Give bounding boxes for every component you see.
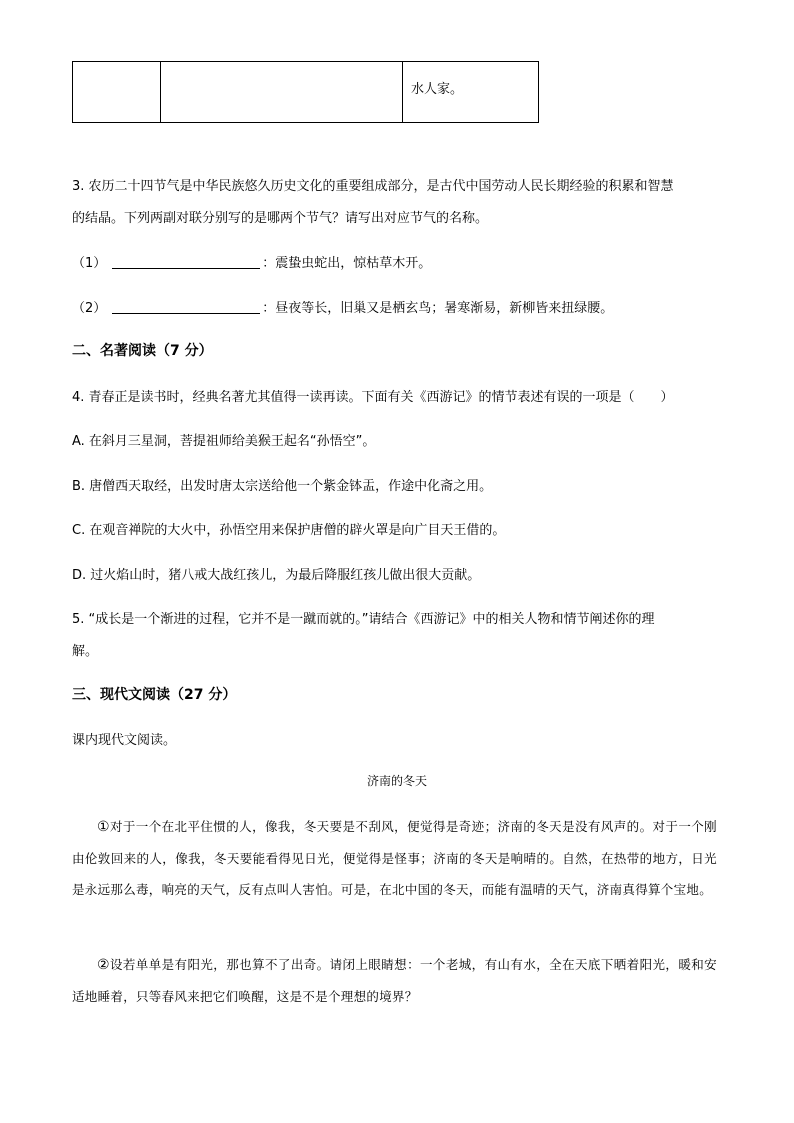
paragraph-1-number: ① xyxy=(97,819,110,835)
q5-stem-line2: 解。 xyxy=(72,644,99,659)
q4-option-c: C. 在观音禅院的大火中，孙悟空用来保护唐僧的辟火罩是向广目天王借的。 xyxy=(72,523,506,538)
q3-stem-line2: 的结晶。下列两副对联分别写的是哪两个节气？请写出对应节气的名称。 xyxy=(72,211,489,226)
q4-option-b: B. 唐僧西天取经，出发时唐太宗送给他一个紫金钵盂，作途中化斋之用。 xyxy=(72,479,493,494)
section-heading-3: 三、现代文阅读（27 分） xyxy=(72,687,237,703)
table-cell xyxy=(161,62,403,123)
table-cell-text: 水人家。 xyxy=(411,82,464,97)
q5-stem-line1: 5. “成长是一个渐进的过程，它并不是一蹴而就的。”请结合《西游记》中的相关人物和情节阐述你的理 xyxy=(72,612,655,627)
paragraph-2-text: 设若单单是有阳光，那也算不了出奇。请闭上眼睛想：一个老城，有山有水，全在天底下晒着阳光，暖和安适地睡着，只等春风来把它们唤醒，这是不是个理想的境界？ xyxy=(72,957,717,1004)
table-cell xyxy=(73,62,161,123)
answer-blank-1[interactable] xyxy=(112,254,260,269)
answer-blank-2[interactable] xyxy=(112,299,260,314)
q4-stem: 4. 青春正是读书时，经典名著尤其值得一读再读。下面有关《西游记》的情节表述有误的一项是（ ） xyxy=(72,390,674,405)
table-cell xyxy=(403,62,539,123)
q3-item-2 xyxy=(72,297,613,316)
table-row xyxy=(73,62,539,123)
paragraph-2-number: ② xyxy=(97,957,110,973)
q3-item-2-number: （2） xyxy=(72,301,107,316)
q3-item-2-text: ：昼夜等长，旧巢又是栖玄鸟；暑寒渐易，新柳皆来扭绿腰。 xyxy=(262,301,614,316)
q3-item-1-text: ：震蛰虫蛇出，惊枯草木开。 xyxy=(262,256,432,271)
passage-title: 济南的冬天 xyxy=(366,774,427,788)
passage-paragraph-1 xyxy=(72,811,717,905)
section-heading-2: 二、名著阅读（7 分） xyxy=(72,343,213,359)
q4-option-d: D. 过火焰山时，猪八戒大战红孩儿，为最后降服红孩儿做出很大贡献。 xyxy=(72,568,481,583)
q4-option-a: A. 在斜月三星洞，菩提祖师给美猴王起名“孙悟空”。 xyxy=(72,434,376,449)
q3-stem-line1: 3. 农历二十四节气是中华民族悠久历史文化的重要组成部分，是古代中国劳动人民长期经验的积累和智慧 xyxy=(72,179,674,194)
paragraph-1-text: 对于一个在北平住惯的人，像我，冬天要是不刮风，便觉得是奇迹；济南的冬天是没有风声的。对于一个刚由伦敦回来的人，像我，冬天要能看得见日光，便觉得是怪事；济南的冬天是响晴的。自然，在热带的地方，日光是永远那么毒，响亮的天气，反有点叫人害怕。可是，在北中国的冬天，而能有温晴的天气，济南真得算个宝地。 xyxy=(72,819,717,897)
answer-table xyxy=(72,61,539,123)
passage-paragraph-2 xyxy=(72,949,717,1012)
section-3-subtitle: 课内现代文阅读。 xyxy=(72,733,177,748)
q3-item-1-number: （1） xyxy=(72,256,107,271)
q3-item-1 xyxy=(72,252,431,271)
